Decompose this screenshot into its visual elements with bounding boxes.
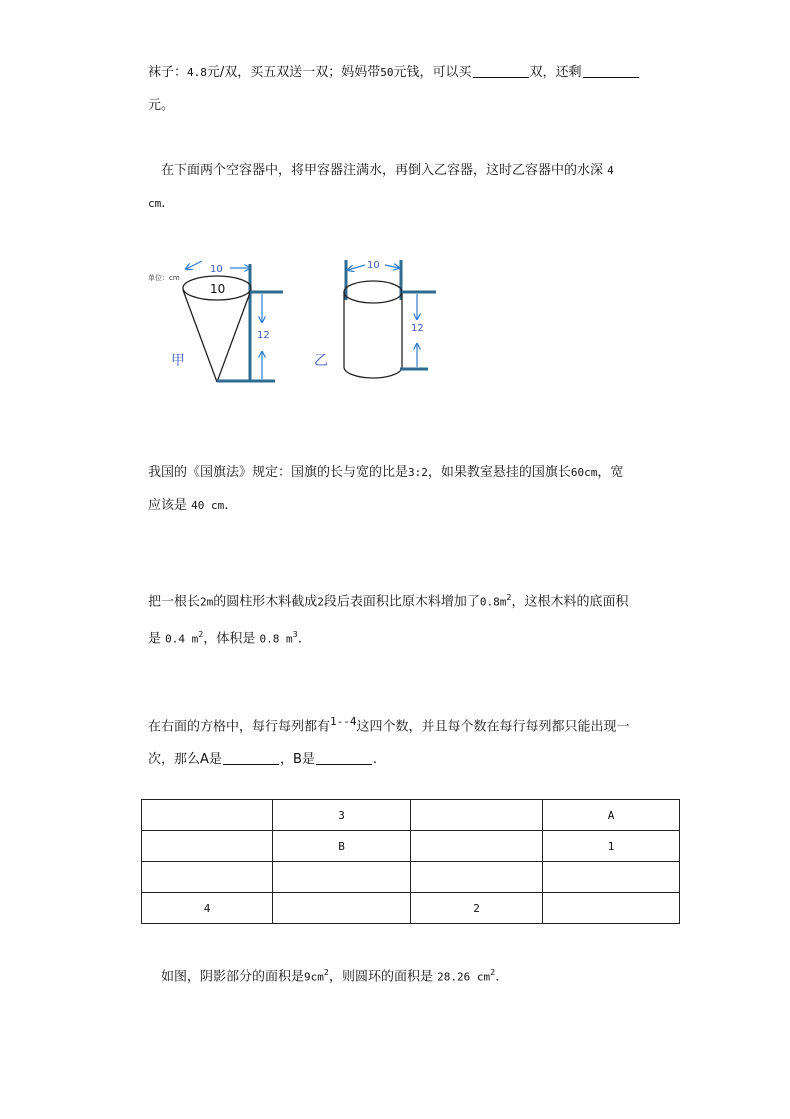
cone-name: 甲	[171, 353, 185, 369]
grid-cell	[411, 800, 543, 831]
question-latin-square: 在右面的方格中，每行每列都有$^{1--4}$这四个数，并且每个数在每行每列都只能出现一 次，那么A是 ，B是 .	[148, 715, 630, 768]
cylinder-height-label: 12	[411, 323, 424, 334]
grid-cell: 1	[543, 831, 680, 862]
question-containers: 在下面两个空容器中，将甲容器注满水，再倒入乙容器，这时乙容器中的水深 4 cm.	[148, 163, 614, 211]
container-figure	[140, 252, 450, 392]
cylinder-name: 乙	[314, 353, 328, 369]
cone-inner-label: 10	[210, 282, 226, 296]
cylinder-yi	[314, 260, 436, 378]
grid-cell: B	[273, 831, 411, 862]
cone-jia	[171, 261, 283, 382]
question-ring-area: 如图，阴影部分的面积是$9cm^2$，则圆环的面积是 28.26 $cm^2$.	[148, 968, 500, 985]
grid-row	[142, 800, 680, 831]
grid-cell	[142, 800, 273, 831]
grid-row	[142, 831, 680, 862]
grid-cell: 2	[411, 893, 543, 924]
grid-cell	[543, 893, 680, 924]
unit-label: 单位：cm	[148, 274, 180, 282]
grid-cell: A	[543, 800, 680, 831]
cone-diameter-label: 10	[210, 264, 223, 275]
grid-cell: 4	[142, 893, 273, 924]
cone-height-label: 12	[257, 330, 270, 341]
cylinder-diameter-label: 10	[367, 260, 380, 271]
question-socks: 袜子：4.8元/双，买五双送一双；妈妈带50元钱，可以买 双，还剩 元。	[148, 56, 688, 122]
grid-cell	[411, 862, 543, 893]
grid-row	[142, 862, 680, 893]
answer-blank-b[interactable]	[316, 750, 372, 765]
grid-row	[142, 893, 680, 924]
number-grid	[141, 799, 680, 924]
grid-cell	[273, 893, 411, 924]
question-flag: 我国的《国旗法》规定：国旗的长与宽的比是3:2，如果教室悬挂的国旗长60cm，宽 应该是 40 cm.	[148, 465, 624, 513]
answer-blank-pairs[interactable]	[473, 63, 529, 78]
grid-cell	[411, 831, 543, 862]
grid-cell	[273, 862, 411, 893]
question-cylinder-wood: 把一根长2m的圆柱形木料截成2段后表面积比原木料增加了$0.8m^2$，这根木料的底面积 是 0.4 $m^2$，体积是 0.8 $m^3$.	[148, 593, 629, 647]
answer-blank-remaining[interactable]	[583, 63, 639, 78]
answer-blank-a[interactable]	[223, 750, 279, 765]
grid-cell	[543, 862, 680, 893]
grid-cell	[142, 862, 273, 893]
grid-cell: 3	[273, 800, 411, 831]
grid-cell	[142, 831, 273, 862]
